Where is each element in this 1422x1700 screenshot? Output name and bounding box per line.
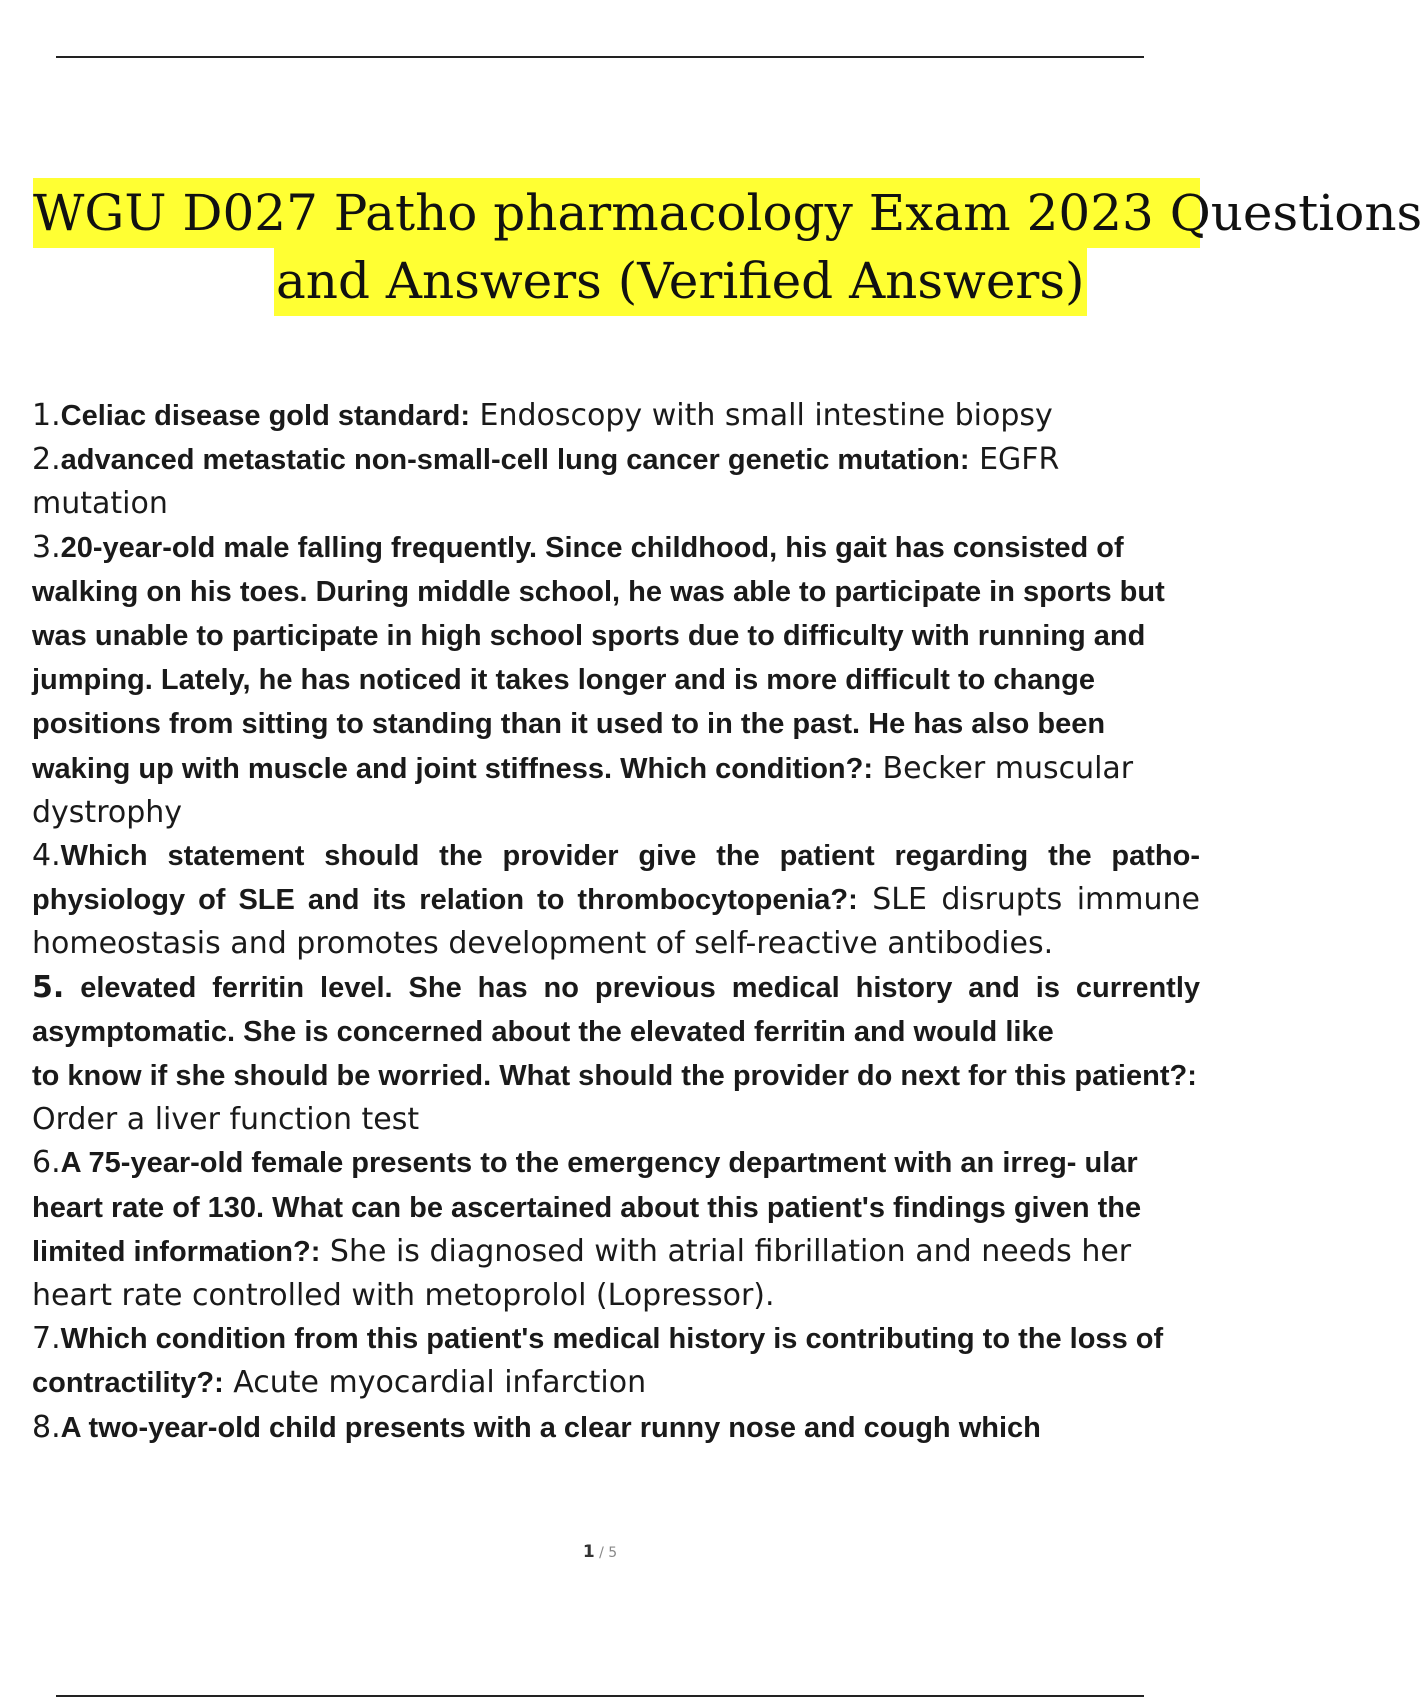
question-text: elevated ferritin level. She has no previous medical history and is currently asymptomatic. She is concerned about the elevated ferritin and would like xyxy=(32,971,1200,1048)
qa-item-4 xyxy=(32,834,1200,966)
qa-item-8 xyxy=(32,1406,1200,1450)
answer-text: She is diagnosed with atrial fibrillation and needs her heart rate controlled with metoprolol (Lopressor). xyxy=(32,1233,1132,1314)
question-text: Celiac disease gold standard: xyxy=(60,400,470,432)
answer-text: EGFR mutation xyxy=(32,442,1060,522)
qa-item-7 xyxy=(32,1317,1200,1405)
item-number: 1. xyxy=(32,398,61,433)
page-number xyxy=(0,1542,1200,1562)
answer-text: Acute myocardial infarction xyxy=(223,1365,647,1401)
item-number: 3. xyxy=(32,529,61,565)
question-text: Which statement should the provider give the patient regarding the patho- physiology of SLE and its relation to thrombocytopenia?: xyxy=(32,840,1200,917)
question-text: 20-year-old male falling frequently. Since childhood, his gait has consisted of walking on his toes. During middle school, he was able to participate in sports but was unable to participate in high school sports due to difficulty with running and jumping. Lately, he has noticed it takes longer and is more difficult to change positions from sitting to standing than it used to in the past. He has also been waking up with muscle and joint stiffness. Which condition?: xyxy=(32,531,1165,785)
current-page: 1 xyxy=(582,1542,595,1562)
item-number: 7. xyxy=(32,1321,61,1357)
question-text: to know if she should be worried. What should the provider do next for this patient?: xyxy=(32,1060,1197,1093)
answer-text: Order a liver function test xyxy=(32,1102,420,1138)
item-number: 8. xyxy=(32,1409,61,1445)
qa-item-3 xyxy=(32,526,1200,834)
answer-text: Endoscopy with small intestine biopsy xyxy=(469,398,1053,433)
question-text: advanced metastatic non-small-cell lung cancer genetic mutation: xyxy=(60,444,970,477)
question-text: Which condition from this patient's medical history is contributing to the loss of contractility?: xyxy=(32,1323,1164,1400)
title-line-2: and Answers (Verified Answers) xyxy=(274,246,1087,316)
qa-item-5 xyxy=(32,966,1200,1054)
item-number: 4. xyxy=(32,838,61,874)
qa-item-6 xyxy=(32,1141,1200,1317)
item-number: 2. xyxy=(32,442,61,478)
answer-text: Becker muscular dystrophy xyxy=(32,750,1134,830)
item-number: 5. xyxy=(32,969,65,1005)
qa-item-2 xyxy=(32,438,1200,525)
item-number: 6. xyxy=(32,1145,61,1181)
title-line-1: WGU D027 Patho pharmacology Exam 2023 Questions xyxy=(33,178,1200,248)
bottom-rule xyxy=(56,1695,1144,1697)
qa-list xyxy=(32,394,1200,1450)
answer-text: SLE disrupts immune homeostasis and promotes development of self-reactive antibodies. xyxy=(32,882,1200,962)
question-text: A two-year-old child presents with a clear runny nose and cough which xyxy=(60,1411,1041,1444)
total-pages: / 5 xyxy=(594,1545,618,1561)
top-rule xyxy=(56,56,1144,58)
qa-item-1 xyxy=(32,394,1200,438)
question-text: A 75-year-old female presents to the emergency department with an irreg- ular heart rate of 130. What can be ascertained about this patient's findings given the limited information?: xyxy=(32,1147,1142,1268)
qa-item-5-continued xyxy=(32,1054,1200,1141)
